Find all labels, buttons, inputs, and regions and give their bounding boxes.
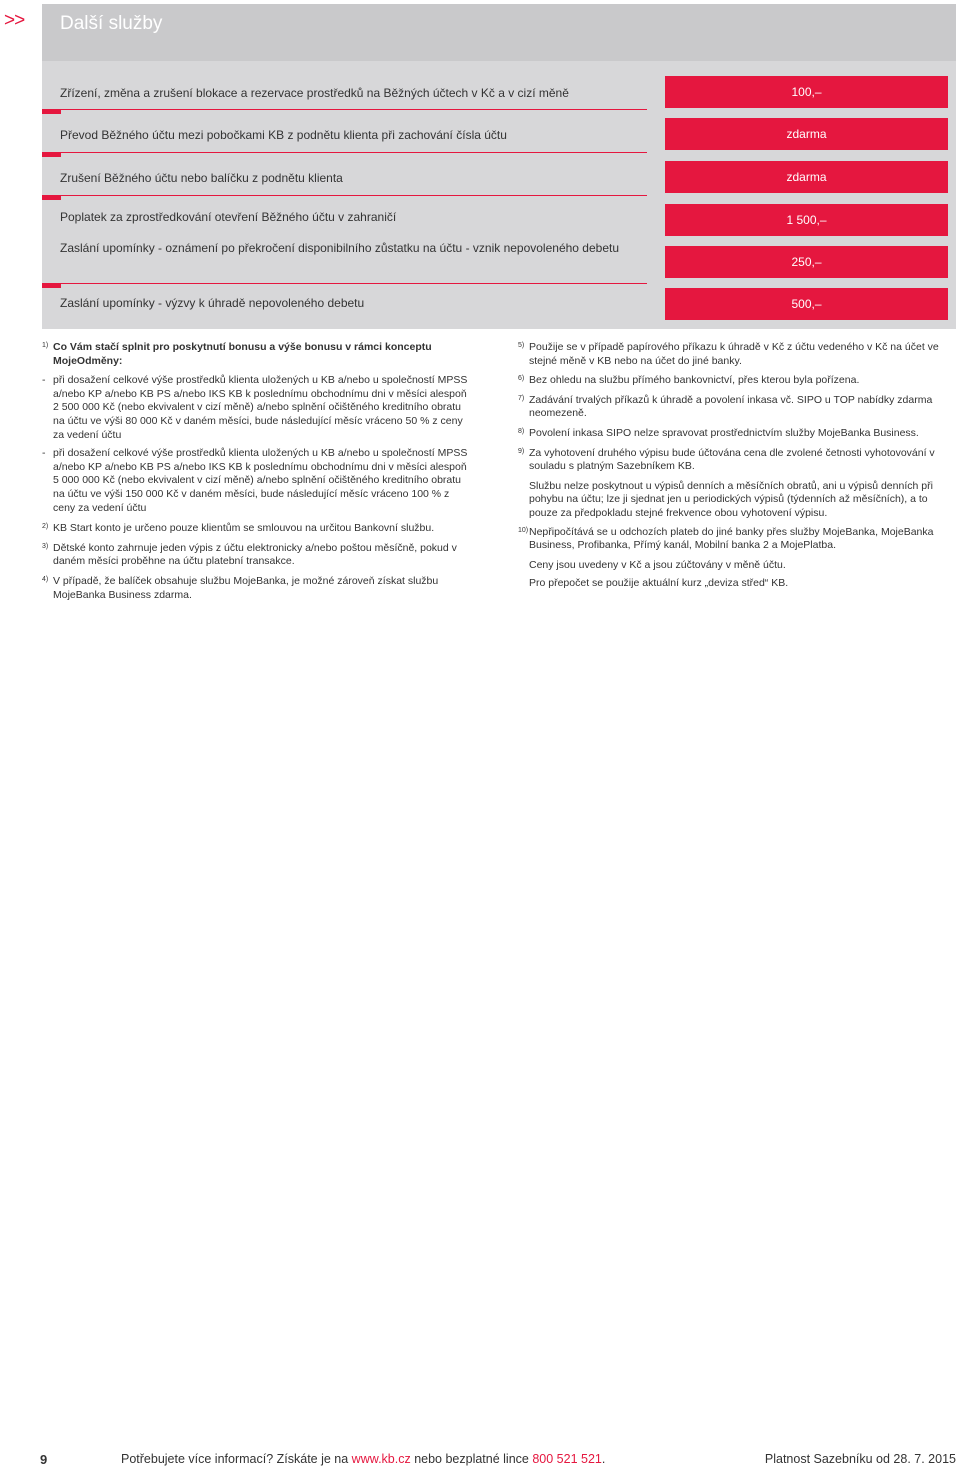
footnote-mark: 5) — [518, 342, 525, 349]
bullet-dash: - — [42, 447, 46, 460]
fee-label: Zřízení, změna a zrušení blokace a rezervace prostředků na Běžných účtech v Kč a v cizí měně — [60, 86, 569, 100]
page-footer — [0, 1450, 960, 1470]
footnote-5 — [518, 341, 958, 368]
fee-value: zdarma — [665, 161, 948, 193]
fee-value: 1 500,– — [665, 204, 948, 236]
row-accent — [42, 283, 61, 288]
row-divider — [42, 195, 647, 196]
bullet-dash: - — [42, 374, 46, 387]
list-item — [42, 447, 474, 515]
validity-date: Platnost Sazebníku od 28. 7. 2015 — [764, 1452, 956, 1466]
row-divider — [42, 109, 647, 110]
footnote-mark: 4) — [42, 575, 49, 583]
page-number: 9 — [40, 1452, 48, 1467]
footnote-mark: 10) — [518, 526, 529, 534]
footnotes-left — [42, 341, 474, 608]
footnote-text: Povolení inkasa SIPO nelze spravovat prostřednictvím služby MojeBanka Business. — [529, 426, 919, 439]
footnote-2 — [42, 522, 474, 536]
footnote-text: V případě, že balíček obsahuje službu MojeBanka, je možné zároveň získat službu MojeBanka Business zdarma. — [53, 574, 439, 601]
section-header — [42, 4, 956, 61]
row-accent — [42, 109, 61, 114]
contact-middle: nebo bezplatné lince — [410, 1452, 533, 1466]
fee-label: Převod Běžného účtu mezi pobočkami KB z podnětu klienta při zachování čísla účtu — [60, 128, 507, 142]
footnote-text: KB Start konto je určeno pouze klientům se smlouvou na určitou Bankovní službu. — [53, 522, 435, 535]
footnote-1 — [42, 341, 474, 368]
footnote-4 — [42, 575, 474, 602]
fee-value: 100,– — [665, 76, 948, 108]
contact-suffix: . — [601, 1452, 606, 1466]
section-arrows-icon: >> — [4, 10, 25, 31]
exchange-rate-note: Pro přepočet se použije aktuální kurz „deviza střed“ KB. — [529, 577, 789, 590]
fee-table — [42, 61, 956, 329]
fee-value: zdarma — [665, 118, 948, 150]
footnote-mark: 1) — [42, 342, 49, 349]
footnote-text: Nepřipočítává se u odchozích plateb do jiné banky přes služby MojeBanka, MojeBanka Business, Profibanka, Přímý kanál, Mobilní banka 2 a MojePlatba. — [529, 525, 934, 552]
currency-note: Ceny jsou uvedeny v Kč a jsou zúčtovány v měně účtu. — [529, 558, 786, 571]
fee-value: 500,– — [665, 288, 948, 320]
row-accent — [42, 152, 61, 157]
fee-label: Zaslání upomínky - výzvy k úhradě nepovoleného debetu — [60, 296, 365, 310]
bullet-text: při dosažení celkové výše prostředků klienta uložených u KB a/nebo u společností MPSS a/nebo KP a/nebo KB PS a/nebo IKS KB k poslednímu obchodnímu dni v měsíci alespoň 5 000 000 Kč (nebo ekvivalent v cizí měně) a/nebo splnění očištěného kreditního obratu na účtu ve výši 150 000 Kč v daném měsíci, bude následující měsíc vráceno 100 % z ceny za vedení účtu — [53, 447, 468, 514]
fee-label: Zaslání upomínky - oznámení po překročení disponibilního zůstatku na účtu - vznik nepovoleného debetu — [60, 241, 620, 255]
fee-label: Zrušení Běžného účtu nebo balíčku z podnětu klienta — [60, 171, 343, 185]
footnote-text: Použije se v případě papírového příkazu k úhradě v Kč z účtu vedeného v Kč na účet ve stejné měně v KB nebo na účet do jiné banky. — [529, 341, 939, 367]
footnote-mark: 9) — [518, 447, 525, 455]
row-divider — [42, 283, 647, 284]
fee-value: 250,– — [665, 246, 948, 278]
bullet-text: při dosažení celkové výše prostředků klienta uložených u KB a/nebo u společností MPSS a/nebo KP a/nebo KB PS a/nebo IKS KB k poslednímu obchodnímu dni v měsíci alespoň 2 500 000 Kč (nebo ekvivalent v cizí měně) a/nebo splnění očištěného kreditního obratu na účtu ve výši 80 000 Kč v daném měsíci, bude následující měsíc vráceno 50 % z ceny za vedení účtu — [53, 374, 468, 441]
footnote-10 — [518, 526, 958, 553]
row-divider — [42, 152, 647, 153]
footnote-9-paragraph: Službu nelze poskytnout u výpisů denních a měsíčních obratů, ani u výpisů denních při pohybu na účtu; lze ji sjednat jen u periodických výpisů (týdenních až měsíčních), a to pouze za předpokladu stejné frekvence obou vyhotovení výpisu. — [529, 479, 933, 519]
footnotes-right — [518, 341, 958, 596]
website-link[interactable]: www.kb.cz — [351, 1452, 411, 1466]
footnote-mark: 6) — [518, 375, 525, 383]
footnote-title: Co Vám stačí splnit pro poskytnutí bonusu a výše bonusu v rámci konceptu MojeOdměny: — [53, 341, 432, 367]
footnote-text: Zadávání trvalých příkazů k úhradě a povolení inkasa vč. SIPO u TOP nabídky zdarma neomezeně. — [529, 393, 933, 420]
page-title: Další služby — [60, 13, 163, 34]
phone-number: 800 521 521 — [532, 1452, 602, 1466]
footnote-mark: 2) — [42, 523, 49, 531]
footnote-6 — [518, 374, 958, 388]
footnote-7 — [518, 394, 958, 421]
footnote-text: Dětské konto zahrnuje jeden výpis z účtu elektronicky a/nebo poštou měsíčně, pokud v daném měsíci proběhne na účtu platební transakce. — [53, 541, 457, 568]
fee-label: Poplatek za zprostředkování otevření Běžného účtu v zahraničí — [60, 210, 397, 224]
contact-info — [121, 1452, 605, 1466]
footnote-3 — [42, 542, 474, 569]
footnote-8 — [518, 427, 958, 441]
footnote-mark: 3) — [42, 542, 49, 550]
footnote-mark: 8) — [518, 427, 525, 435]
row-accent — [42, 195, 61, 200]
footnote-text: Za vyhotovení druhého výpisu bude účtována cena dle zvolené četnosti vyhotovování v souladu s platným Sazebníkem KB. — [529, 446, 935, 473]
contact-prefix: Potřebujete více informací? Získáte je na — [121, 1452, 352, 1466]
list-item — [42, 374, 474, 442]
footnote-text: Bez ohledu na službu přímého bankovnictví, přes kterou byla pořízena. — [529, 374, 860, 387]
footnote-mark: 7) — [518, 394, 525, 402]
footnote-9 — [518, 447, 958, 474]
